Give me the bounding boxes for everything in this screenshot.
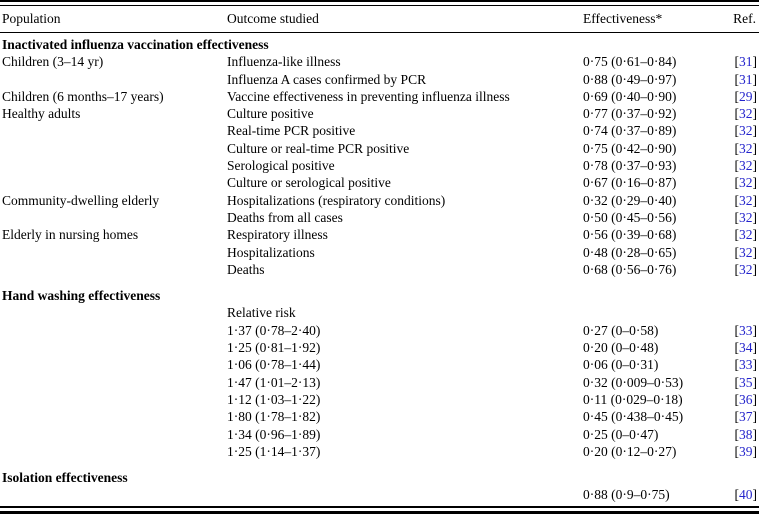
effectiveness-cell: 0·06 (0–0·31)	[583, 357, 659, 373]
effectiveness-cell: 0·11 (0·029–0·18)	[583, 391, 683, 407]
outcome-cell: Deaths from all cases	[227, 209, 343, 225]
ref-cell	[727, 192, 759, 209]
population-cell	[0, 356, 227, 373]
ref-bracket-close: ]	[752, 158, 757, 174]
ref-bracket-open: [	[734, 175, 739, 191]
ref-citation-link[interactable]: 36	[739, 391, 753, 407]
population-cell: Healthy adults	[2, 106, 81, 122]
ref-bracket-open: [	[734, 357, 739, 373]
table-row	[0, 88, 759, 105]
effectiveness-cell: 0·27 (0–0·58)	[583, 322, 659, 338]
ref-bracket-close: ]	[752, 374, 757, 390]
table-row	[0, 356, 759, 373]
population-cell	[0, 322, 227, 339]
ref-cell	[727, 226, 759, 243]
ref-bracket-open: [	[734, 227, 739, 243]
effectiveness-cell: 0·48 (0·28–0·65)	[583, 244, 677, 260]
ref-cell	[727, 408, 759, 425]
ref-bracket-open: [	[734, 426, 739, 442]
ref-bracket-close: ]	[752, 244, 757, 260]
population-cell: Children (3–14 yr)	[2, 54, 104, 70]
ref-bracket-open: [	[734, 209, 739, 225]
table-header	[0, 6, 759, 33]
population-cell	[0, 486, 227, 503]
effectiveness-cell: 0·20 (0·12–0·27)	[583, 443, 677, 459]
ref-cell	[727, 304, 759, 321]
ref-citation-link[interactable]: 32	[739, 106, 753, 122]
population-cell	[0, 304, 227, 321]
ref-cell	[727, 209, 759, 226]
effectiveness-cell: 0·50 (0·45–0·56)	[583, 209, 677, 225]
table-row	[0, 122, 759, 139]
population-cell	[0, 209, 227, 226]
table-row	[0, 339, 759, 356]
table-row	[0, 443, 759, 460]
ref-bracket-open: [	[734, 374, 739, 390]
ref-bracket-close: ]	[752, 261, 757, 277]
table-row	[0, 304, 759, 321]
effectiveness-cell: 0·88 (0·9–0·75)	[583, 487, 670, 503]
population-cell	[0, 391, 227, 408]
outcome-cell	[227, 486, 583, 503]
ref-citation-link[interactable]: 31	[739, 54, 753, 70]
ref-bracket-close: ]	[752, 88, 757, 104]
ref-bracket-open: [	[734, 244, 739, 260]
ref-bracket-close: ]	[752, 123, 757, 139]
ref-cell	[727, 122, 759, 139]
ref-citation-link[interactable]: 32	[739, 227, 753, 243]
ref-cell	[727, 157, 759, 174]
ref-bracket-close: ]	[752, 192, 757, 208]
ref-cell	[727, 486, 759, 503]
ref-cell	[727, 105, 759, 122]
ref-citation-link[interactable]: 32	[739, 175, 753, 191]
ref-bracket-close: ]	[752, 426, 757, 442]
effectiveness-cell: 0·68 (0·56–0·76)	[583, 261, 677, 277]
ref-citation-link[interactable]: 32	[739, 244, 753, 260]
ref-bracket-close: ]	[752, 227, 757, 243]
effectiveness-cell: 0·25 (0–0·47)	[583, 426, 659, 442]
outcome-cell: 1·12 (1·03–1·22)	[227, 391, 321, 407]
population-cell	[0, 408, 227, 425]
table-row	[0, 374, 759, 391]
ref-bracket-open: [	[734, 88, 739, 104]
outcome-cell: Deaths	[227, 261, 265, 277]
table-body	[0, 33, 759, 504]
header-row	[0, 6, 759, 33]
ref-citation-link[interactable]: 40	[739, 487, 753, 503]
outcome-cell: 1·06 (0·78–1·44)	[227, 357, 321, 373]
population-cell	[0, 140, 227, 157]
ref-bracket-open: [	[734, 71, 739, 87]
table-row	[0, 244, 759, 261]
ref-bracket-close: ]	[752, 443, 757, 459]
outcome-cell: Culture or real-time PCR positive	[227, 140, 410, 156]
outcome-cell: Culture or serological positive	[227, 175, 391, 191]
effectiveness-cell: 0·56 (0·39–0·68)	[583, 227, 677, 243]
outcome-cell: Influenza A cases confirmed by PCR	[227, 71, 427, 87]
table-row	[0, 261, 759, 278]
outcome-cell: Hospitalizations	[227, 244, 315, 260]
ref-cell	[727, 261, 759, 278]
effectiveness-cell: 0·32 (0·29–0·40)	[583, 192, 677, 208]
effectiveness-cell: 0·88 (0·49–0·97)	[583, 71, 677, 87]
outcome-cell: 1·25 (1·14–1·37)	[227, 443, 321, 459]
column-header-effectiveness: Effectiveness*	[583, 6, 727, 33]
table-row	[0, 426, 759, 443]
ref-bracket-close: ]	[752, 106, 757, 122]
table-row	[0, 408, 759, 425]
table-row	[0, 157, 759, 174]
ref-citation-link[interactable]: 32	[739, 209, 753, 225]
column-header-ref: Ref.	[727, 6, 759, 33]
ref-cell	[727, 53, 759, 70]
ref-citation-link[interactable]: 32	[739, 158, 753, 174]
outcome-cell: 1·25 (0·81–1·92)	[227, 340, 321, 356]
ref-citation-link[interactable]: 39	[739, 443, 753, 459]
ref-citation-link[interactable]: 33	[739, 322, 753, 338]
population-cell	[0, 426, 227, 443]
population-cell	[0, 174, 227, 191]
population-cell: Elderly in nursing homes	[2, 227, 139, 243]
ref-bracket-open: [	[734, 158, 739, 174]
outcome-cell: 1·34 (0·96–1·89)	[227, 426, 321, 442]
effectiveness-cell: 0·77 (0·37–0·92)	[583, 106, 677, 122]
population-cell	[0, 71, 227, 88]
population-cell: Community-dwelling elderly	[2, 192, 160, 208]
ref-cell	[727, 356, 759, 373]
ref-bracket-close: ]	[752, 409, 757, 425]
effectiveness-cell: 0·78 (0·37–0·93)	[583, 158, 677, 174]
ref-citation-link[interactable]: 34	[739, 340, 753, 356]
ref-bracket-close: ]	[752, 391, 757, 407]
outcome-cell: 1·80 (1·78–1·82)	[227, 409, 321, 425]
ref-cell	[727, 426, 759, 443]
table-row	[0, 322, 759, 339]
outcome-cell: 1·47 (1·01–2·13)	[227, 374, 321, 390]
ref-citation-link[interactable]: 29	[739, 88, 753, 104]
ref-bracket-open: [	[734, 487, 739, 503]
effectiveness-cell: 0·75 (0·42–0·90)	[583, 140, 677, 156]
table-row	[0, 209, 759, 226]
outcome-cell: Hospitalizations (respiratory conditions)	[227, 192, 446, 208]
ref-bracket-open: [	[734, 140, 739, 156]
ref-citation-link[interactable]: 33	[739, 357, 753, 373]
ref-citation-link[interactable]: 38	[739, 426, 753, 442]
ref-bracket-close: ]	[752, 209, 757, 225]
table-row	[0, 391, 759, 408]
table-row	[0, 71, 759, 88]
ref-citation-link[interactable]: 37	[739, 409, 753, 425]
ref-citation-link[interactable]: 32	[739, 140, 753, 156]
ref-bracket-close: ]	[752, 54, 757, 70]
effectiveness-cell: 0·45 (0·438–0·45)	[583, 409, 684, 425]
outcome-cell: Relative risk	[227, 305, 296, 321]
ref-bracket-close: ]	[752, 487, 757, 503]
ref-bracket-close: ]	[752, 71, 757, 87]
effectiveness-cell: 0·32 (0·009–0·53)	[583, 374, 684, 390]
ref-bracket-open: [	[734, 261, 739, 277]
ref-bracket-open: [	[734, 409, 739, 425]
ref-citation-link[interactable]: 32	[739, 261, 753, 277]
outcome-cell: Vaccine effectiveness in preventing influenza illness	[227, 88, 510, 104]
section-header-row	[0, 460, 759, 486]
population-cell	[0, 157, 227, 174]
effectiveness-cell	[583, 304, 727, 321]
ref-bracket-close: ]	[752, 357, 757, 373]
ref-bracket-open: [	[734, 192, 739, 208]
ref-cell	[727, 322, 759, 339]
ref-bracket-close: ]	[752, 322, 757, 338]
section-header-label: Inactivated influenza vaccination effectiveness	[2, 37, 269, 52]
ref-citation-link[interactable]: 32	[739, 192, 753, 208]
outcome-cell: Respiratory illness	[227, 227, 328, 243]
ref-bracket-open: [	[734, 106, 739, 122]
ref-bracket-close: ]	[752, 175, 757, 191]
ref-bracket-close: ]	[752, 140, 757, 156]
population-cell	[0, 261, 227, 278]
outcome-cell: Culture positive	[227, 106, 314, 122]
table-row	[0, 486, 759, 503]
population-cell	[0, 122, 227, 139]
ref-citation-link[interactable]: 31	[739, 71, 753, 87]
outcome-cell: 1·37 (0·78–2·40)	[227, 322, 321, 338]
population-cell	[0, 374, 227, 391]
ref-cell	[727, 339, 759, 356]
ref-cell	[727, 443, 759, 460]
ref-bracket-open: [	[734, 123, 739, 139]
ref-cell	[727, 71, 759, 88]
ref-citation-link[interactable]: 32	[739, 123, 753, 139]
table-row	[0, 226, 759, 243]
section-header-row	[0, 278, 759, 304]
column-header-population: Population	[0, 6, 227, 33]
ref-cell	[727, 88, 759, 105]
section-header-row	[0, 33, 759, 54]
table-row	[0, 105, 759, 122]
ref-cell	[727, 174, 759, 191]
section-header-label: Hand washing effectiveness	[2, 288, 161, 304]
effectiveness-cell: 0·75 (0·61–0·84)	[583, 54, 677, 70]
population-cell	[0, 244, 227, 261]
outcome-cell: Influenza-like illness	[227, 54, 341, 70]
population-cell: Children (6 months–17 years)	[2, 88, 164, 104]
ref-bracket-open: [	[734, 322, 739, 338]
ref-bracket-open: [	[734, 443, 739, 459]
table-row	[0, 140, 759, 157]
population-cell	[0, 443, 227, 460]
table-row	[0, 53, 759, 70]
effectiveness-cell: 0·74 (0·37–0·89)	[583, 123, 677, 139]
column-header-outcome: Outcome studied	[227, 6, 583, 33]
ref-cell	[727, 374, 759, 391]
outcome-cell: Serological positive	[227, 158, 335, 174]
ref-cell	[727, 140, 759, 157]
effectiveness-table	[0, 6, 759, 504]
population-cell	[0, 339, 227, 356]
table-row	[0, 174, 759, 191]
outcome-cell: Real-time PCR positive	[227, 123, 356, 139]
ref-citation-link[interactable]: 35	[739, 374, 753, 390]
ref-bracket-open: [	[734, 391, 739, 407]
effectiveness-cell: 0·67 (0·16–0·87)	[583, 175, 677, 191]
ref-cell	[727, 244, 759, 261]
bottom-rule	[0, 506, 759, 514]
section-header-label: Isolation effectiveness	[2, 470, 128, 486]
table-row	[0, 192, 759, 209]
ref-bracket-open: [	[734, 340, 739, 356]
ref-cell	[727, 391, 759, 408]
effectiveness-cell: 0·20 (0–0·48)	[583, 340, 659, 356]
ref-bracket-open: [	[734, 54, 739, 70]
ref-bracket-close: ]	[752, 340, 757, 356]
effectiveness-cell: 0·69 (0·40–0·90)	[583, 88, 677, 104]
